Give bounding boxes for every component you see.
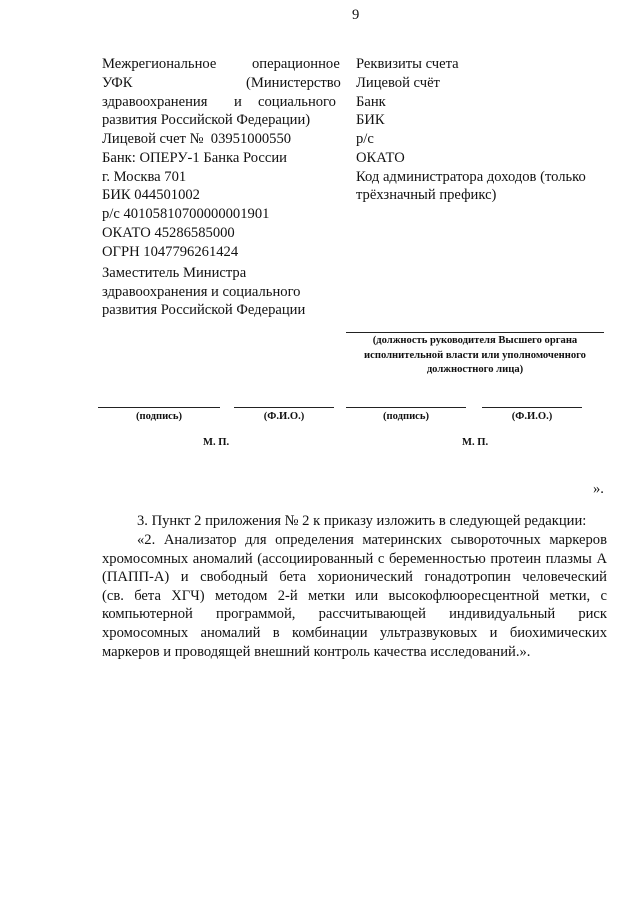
payer-admin-code-2: трёхзначный префикс) — [356, 187, 497, 203]
payee-ogrn: ОГРН 1047796261424 — [102, 244, 239, 260]
payee-rs: р/с 40105810700000001901 — [102, 206, 270, 222]
payee-line-2b: (Министерство — [246, 75, 341, 91]
position-underline — [346, 332, 604, 333]
payee-line-2a: УФК — [102, 75, 133, 91]
page-number: 9 — [352, 7, 360, 23]
payer-bik: БИК — [356, 112, 385, 128]
name-line-left — [234, 407, 334, 408]
position-caption-line-1: (должность руководителя Высшего органа — [372, 335, 578, 346]
amendment-heading: 3. Пункт 2 приложения № 2 к приказу изложить в следующей редакции: — [137, 513, 587, 529]
payee-account: Лицевой счет № 03951000550 — [102, 131, 292, 147]
payee-line-3c: социального — [258, 94, 336, 110]
payee-line-3a: здравоохранения — [102, 94, 208, 110]
position-caption-line-3: должностного лица) — [426, 364, 524, 375]
stamp-place-right: М. П. — [462, 437, 489, 448]
amendment-line-1: «2. Анализатор для определения материнских сывороточных маркеров — [137, 532, 607, 548]
position-caption — [340, 334, 610, 378]
name-line-right — [482, 407, 582, 408]
signature-label-left: (подпись) — [135, 411, 183, 422]
stamp-place-left: М. П. — [203, 437, 230, 448]
payee-okato: ОКАТО 45286585000 — [102, 225, 235, 241]
signatory-line-1: Заместитель Министра — [102, 265, 247, 281]
payee-bank: Банк: ОПЕРУ-1 Банка России — [102, 150, 287, 166]
payee-city: г. Москва 701 — [102, 169, 187, 185]
signature-line-left — [98, 407, 220, 408]
signatory-line-3: развития Российской Федерации — [102, 302, 306, 318]
closing-quote: ». — [593, 481, 604, 497]
payee-line-3b: и — [234, 94, 242, 110]
payer-admin-code-1: Код администратора доходов (только — [356, 169, 586, 185]
position-caption-line-2: исполнительной власти или уполномоченного — [364, 349, 586, 361]
payer-bank: Банк — [356, 94, 386, 110]
amendment-text — [102, 531, 607, 661]
payee-bik: БИК 044501002 — [102, 187, 200, 203]
signature-line-right — [346, 407, 466, 408]
amendment-line-2: хромосомных аномалий (ассоциированный с беременностью протеин плазмы А — [102, 550, 607, 567]
payer-okato: ОКАТО — [356, 150, 405, 166]
payee-line-4: развития Российской Федерации) — [102, 112, 311, 128]
signatory-line-2: здравоохранения и социального — [102, 284, 301, 300]
signature-label-right: (подпись) — [382, 411, 430, 422]
payer-title: Реквизиты счета — [356, 56, 459, 72]
payee-line-1a: Межрегиональное — [102, 56, 217, 72]
amendment-line-5: компьютерной программой, рассчитывающей индивидуальный риск — [102, 606, 607, 623]
payer-rs: р/с — [356, 131, 374, 147]
amendment-line-7: маркеров и проводящей внешний контроль качества исследований.». — [102, 643, 531, 660]
payee-line-1b: операционное — [252, 56, 340, 72]
amendment-line-4: (св. бета ХГЧ) методом 2-й метки или высокофлюоресцентной метки, с — [102, 587, 607, 604]
amendment-line-6: хромосомных аномалий в комбинации ультразвуковых и биохимических — [102, 624, 607, 641]
name-label-left: (Ф.И.О.) — [263, 411, 305, 422]
amendment-line-3: (ПАПП-А) и свободный бета хорионический гонадотропин человеческий — [102, 569, 607, 586]
name-label-right: (Ф.И.О.) — [511, 411, 553, 422]
payer-account: Лицевой счёт — [356, 75, 440, 91]
